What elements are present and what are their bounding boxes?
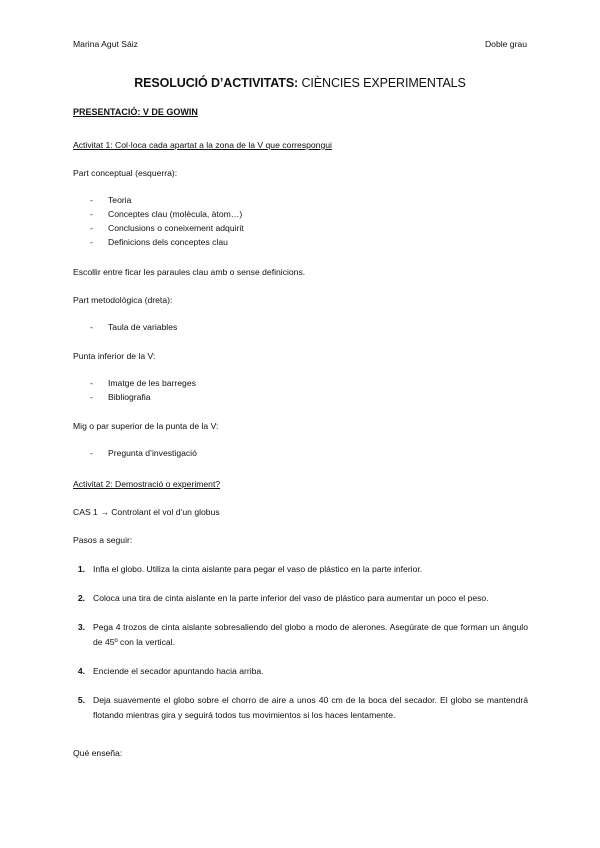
- steps-label: Pasos a seguir:: [73, 535, 133, 545]
- step-item: [73, 664, 528, 679]
- step-number: 2.: [77, 593, 85, 603]
- list-item: - Conceptes clau (molècula, àtom…): [90, 207, 244, 221]
- step-item: [73, 562, 528, 577]
- bottom-list: [90, 376, 196, 404]
- list-item: - Taula de variables: [90, 320, 177, 334]
- steps-list: [73, 562, 528, 737]
- middle-list: [90, 446, 197, 460]
- methodological-label: Part metodològica (dreta):: [73, 295, 173, 305]
- step-item: [73, 620, 528, 650]
- step-item: [73, 591, 528, 606]
- case-title: CAS 1 → Controlant el vol d’un globus: [73, 507, 220, 517]
- title-rest: CIÈNCIES EXPERIMENTALS: [298, 76, 466, 90]
- step-number: 4.: [77, 666, 85, 676]
- bottom-label: Punta inferior de la V:: [73, 351, 156, 361]
- step-text: Coloca una tira de cinta aislante en la parte inferior del vaso de plástico para aumentar un poco el peso.: [93, 593, 489, 603]
- teaches-label: Qué enseña:: [73, 748, 123, 758]
- step-text: Infla el globo. Utiliza la cinta aislante para pegar el vaso de plástico en la parte inferior.: [93, 564, 423, 574]
- header-course: Doble grau: [484, 39, 527, 49]
- list-item: - Imatge de les barreges: [90, 376, 196, 390]
- middle-label: Mig o par superior de la punta de la V:: [73, 421, 219, 431]
- note-text: Escollir entre ficar les paraules clau amb o sense definicions.: [73, 267, 306, 277]
- list-item: - Pregunta d’investigació: [90, 446, 197, 460]
- list-item: - Definicions dels conceptes clau: [90, 235, 244, 249]
- section-title: PRESENTACIÓ: V DE GOWIN: [73, 107, 198, 117]
- step-text: Pega 4 trozos de cinta aislante sobresaliendo del globo a modo de alerones. Asegúrate de que forman un ángulo de 45º con la vertical.: [93, 622, 528, 647]
- conceptual-list: [90, 193, 244, 249]
- step-number: 3.: [77, 622, 85, 632]
- step-item: [73, 693, 528, 723]
- document-title: [0, 76, 600, 92]
- list-item: - Bibliografia: [90, 390, 196, 404]
- step-number: 1.: [77, 564, 85, 574]
- title-bold: RESOLUCIÓ D’ACTIVITATS:: [134, 76, 299, 90]
- list-item: - Conclusions o coneixement adquirit: [90, 221, 244, 235]
- step-number: 5.: [77, 695, 85, 705]
- step-text: Enciende el secador apuntando hacia arriba.: [93, 666, 264, 676]
- list-item: - Teoria: [90, 193, 244, 207]
- step-text: Deja suavemente el globo sobre el chorro de aire a unos 40 cm de la boca del secador. El globo se mantendrá flotando mientras gira y seguirá todos tus movimientos si los haces lentamente.: [93, 695, 528, 720]
- methodological-list: [90, 320, 177, 334]
- header-author: Marina Agut Sáiz: [73, 39, 138, 49]
- activity2-heading: Activitat 2: Demostració o experiment?: [73, 479, 221, 489]
- conceptual-label: Part conceptual (esquerra):: [73, 168, 178, 178]
- activity1-heading: Activitat 1: Col·loca cada apartat a la zona de la V que correspongui: [73, 140, 332, 150]
